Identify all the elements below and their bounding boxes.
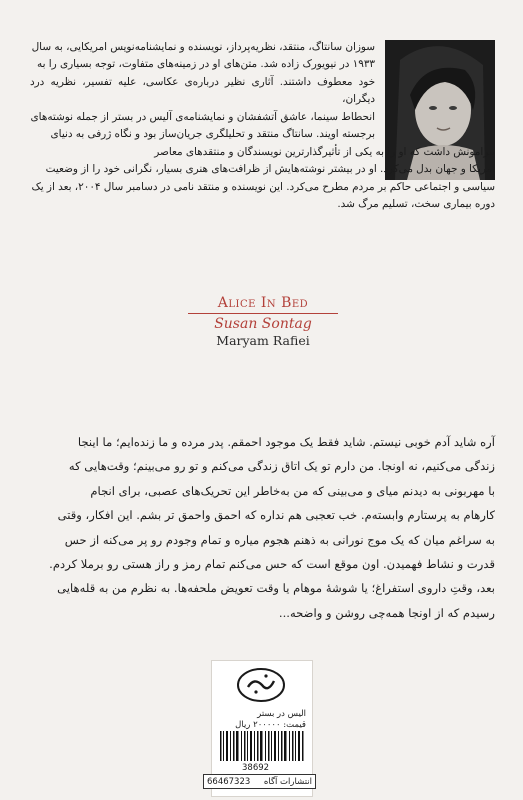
- bio-line: دوره بیماری سخت، تسلیم مرگ شد.: [337, 198, 495, 211]
- book-title-persian: الیس در بستر: [257, 709, 306, 719]
- bio-line: سیاسی و اجتماعی حاکم بر مردم مطرح می‌کرد. این نویسنده و منتقد نامی در دسامبر سال ۲۰۰۴، بعد از یک: [31, 180, 495, 193]
- publisher-logo-icon: [236, 667, 286, 703]
- excerpt-line: با مهربونی به دیدنم میای و می‌بینی که من به‌خاطر این تحریک‌های عصبی، برای انجام: [90, 483, 495, 498]
- excerpt-line: رسیدم که از اونجا همه‌چی روشن و واضحه...: [278, 605, 495, 620]
- bio-line: انحطاط سینما، عاشق آتشفشان و نمایشنامه‌ی آلیس در بستر از جمله نوشته‌های: [30, 110, 375, 123]
- sticker-phone: 66467323: [207, 776, 251, 787]
- publisher-box: [207, 660, 313, 797]
- barcode-icon: [218, 731, 306, 761]
- excerpt-line: بعد، وقتِ داروی استفراغ؛ یا شوشهٔ موهام یا وقت تعویض ملحفه‌ها. به نظرم من به قله‌هایی: [57, 581, 495, 596]
- excerpt-line: قدرت و نشاط فهمیدن. اون موقع است که حس می‌کنم تمام رمز و راز هستی رو برملا کردم.: [49, 557, 495, 572]
- bio-line: ۱۹۳۳ در نیویورک زاده شد. متن‌های او در زمینه‌های متفاوت، توجه بسیاری را به: [37, 58, 375, 71]
- english-title-block: [183, 295, 343, 348]
- sticker-publisher-name: انتشارات آگاه: [263, 776, 312, 787]
- excerpt-line: زندگی می‌کنیم، نه اونجا. من دارم تو یک اتاق زندگی می‌کنم و تو رو می‌بینم؛ وقت‌هایی که: [68, 459, 495, 474]
- excerpt-line: به سراغم میان که یک موج نورانی به ذهنم هجوم میاره و تمام وجودم رو پر می‌کنه از حس: [64, 532, 495, 547]
- bio-line: خود معطوف داشتند. آثاری نظیر درباره‌ی عکاسی، علیه تفسیر، نظریه درد دیگران،: [30, 75, 375, 106]
- bio-line: امریکا و جهان بدل می‌کرد. او در بیشتر نوشته‌هایش از ظرافت‌های هنری بسیار، نگرانی خود را از وضعیت: [45, 163, 495, 176]
- author-name-english: Susan Sontag: [214, 316, 312, 332]
- title-divider: [188, 313, 338, 314]
- author-bio: [30, 39, 375, 143]
- price-label: قیمت: ۲۰۰۰۰۰ ریال: [235, 720, 306, 730]
- bio-line: سوزان سانتاگ، منتقد، نظریه‌پرداز، نویسنده و نمایشنامه‌نویس امریکایی، به سال: [31, 41, 375, 53]
- publisher-sticker: [203, 774, 316, 789]
- excerpt-line: آره شاید آدم خوبی نیستم. شاید فقط یک موجود احمقم. پدر مرده و ما زنده‌ایم؛ ما اینجا: [77, 435, 495, 449]
- bio-line: پیرامونش داشت که او را به یکی از تأثیرگذارترین نویسندگان و منتقدهای معاصر: [154, 146, 495, 158]
- author-bio-continued: [30, 144, 495, 214]
- book-title-english: Alice In Bed: [217, 295, 309, 311]
- excerpt-line: کارهام به پرستارم وابسته‌م. خب تعجبی هم نداره که احمق واحمق تر بشم. این افکار، وقتی: [57, 508, 495, 523]
- catalog-number: 38692: [242, 763, 270, 773]
- bio-line: برجسته اویند. سانتاگ منتقد و تحلیلگری جریان‌ساز بود و نگاه ژرفی به دنیای: [50, 128, 375, 141]
- excerpt-text: [30, 430, 495, 625]
- translator-name-english: Maryam Rafiei: [216, 333, 310, 348]
